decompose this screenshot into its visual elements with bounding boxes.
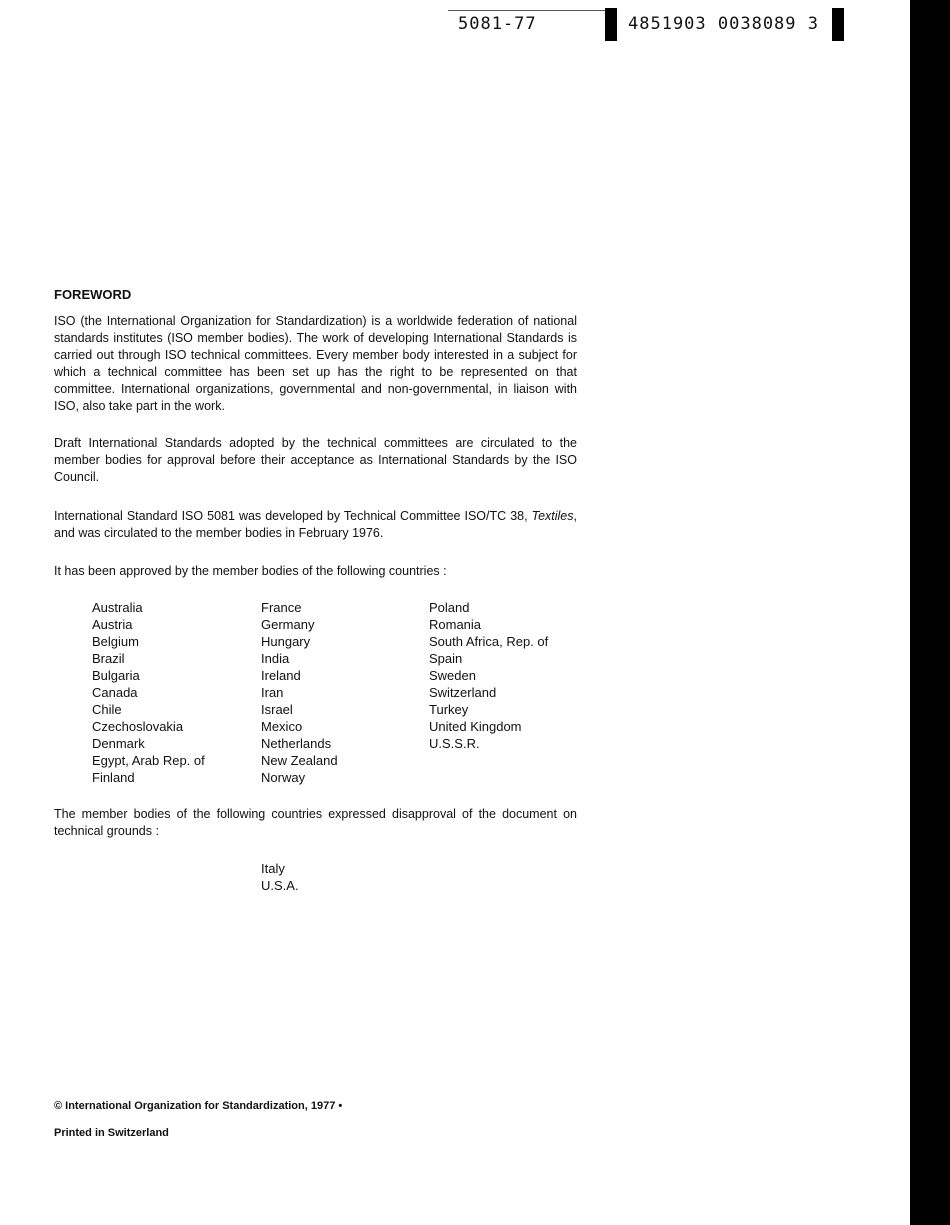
country-item: Israel [261,702,293,717]
country-item: U.S.S.R. [429,736,480,751]
country-item: Bulgaria [92,668,140,683]
country-item: Egypt, Arab Rep. of [92,753,205,768]
country-item: India [261,651,290,666]
standard-text-start: International Standard ISO 5081 was developed by Technical Committee ISO/TC 38, [54,509,532,523]
committee-name: Textiles [531,509,574,523]
country-item: Germany [261,617,315,632]
country-item: U.S.A. [261,878,299,893]
header-rule [448,10,613,11]
barcode-left-mark [605,8,617,41]
country-item: Australia [92,600,143,615]
foreword-paragraph-drafts: Draft International Standards adopted by the technical committees are circulated to the member bodies for approval before their acceptance as International Standards by the ISO Council. [54,436,577,484]
country-item: Norway [261,770,306,785]
document-code: 5081-77 [458,14,537,34]
country-item: Brazil [92,651,125,666]
scan-edge-border [910,0,950,1225]
country-item: Netherlands [261,736,332,751]
country-item: Italy [261,861,285,876]
country-item: Poland [429,600,470,615]
foreword-paragraph-approval: It has been approved by the member bodies of the following countries : [54,564,447,578]
barcode-right-mark [832,8,844,41]
country-item: Iran [261,685,284,700]
country-item: Belgium [92,634,139,649]
countries-column-1 [92,599,205,786]
country-item: New Zealand [261,753,338,768]
country-item: Czechoslovakia [92,719,184,734]
foreword-paragraph-disapproval: The member bodies of the following countries expressed disapproval of the document on technical grounds : [54,807,577,838]
foreword-heading: FOREWORD [54,287,132,302]
country-item: Finland [92,770,135,785]
foreword-paragraph-standard [54,508,577,542]
countries-column-2 [261,599,338,786]
country-item: Sweden [429,668,476,683]
country-item: Austria [92,617,133,632]
country-item: Chile [92,702,122,717]
disapproval-list [261,860,299,894]
country-item: Ireland [261,668,301,683]
country-item: Romania [429,617,482,632]
country-item: United Kingdom [429,719,522,734]
foreword-paragraph-iso: ISO (the International Organization for Standardization) is a worldwide federation of national standards institutes (ISO member bodies). The work of developing International Standards is carried out through ISO technical committees. Every member body interested in a subject for which a technical committee has been set up has the right to be represented on that committee. International organizations, governmental and non-governmental, in liaison with ISO, also take part in the work. [54,314,577,413]
printed-in: Printed in Switzerland [54,1127,169,1139]
country-item: France [261,600,302,615]
country-item: Denmark [92,736,145,751]
country-item: Spain [429,651,463,666]
barcode-number: 4851903 0038089 3 [628,14,819,34]
country-item: South Africa, Rep. of [429,634,549,649]
country-item: Canada [92,685,138,700]
standard-text-end: , and was circulated to the member bodies in February 1976. [54,509,577,540]
country-item: Switzerland [429,685,497,700]
country-item: Turkey [429,702,469,717]
country-item: Mexico [261,719,303,734]
copyright-notice: © International Organization for Standardization, 1977 • [54,1100,343,1112]
countries-column-3 [429,599,548,752]
country-item: Hungary [261,634,311,649]
